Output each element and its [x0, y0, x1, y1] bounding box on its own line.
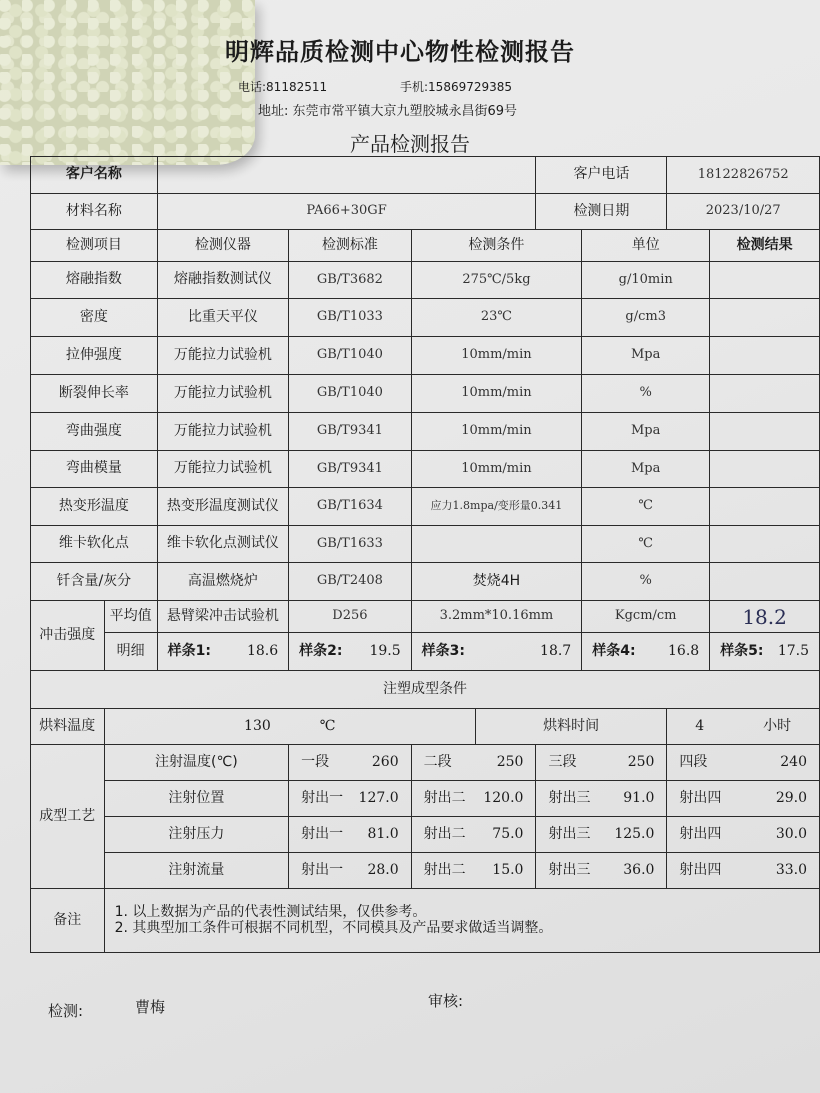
- remarks-label: 备注: [31, 889, 105, 953]
- lab-mobile: 手机:15869729385: [400, 80, 513, 94]
- test-standard: GB/T1040: [289, 375, 411, 413]
- process-row: [31, 745, 820, 781]
- test-result: [710, 262, 820, 299]
- test-result: [710, 337, 820, 375]
- test-result: [710, 375, 820, 413]
- sample-label: 样条3:: [421, 642, 465, 659]
- sample-value: 18.7: [540, 642, 572, 659]
- auditor-label: 审核:: [428, 992, 464, 1010]
- test-instrument: 万能拉力试验机: [157, 375, 288, 413]
- test-item: 弯曲模量: [31, 451, 158, 488]
- process-cell-name: 射出二: [423, 861, 466, 878]
- test-item: 钎含量/灰分: [31, 563, 158, 601]
- molding-section-title: 注塑成型条件: [31, 671, 820, 709]
- table-row: [31, 563, 820, 601]
- table-row: [31, 526, 820, 563]
- test-unit: Mpa: [582, 337, 710, 375]
- table-row: [31, 375, 820, 413]
- test-condition: 10mm/min: [411, 413, 582, 451]
- sample-value: 17.5: [777, 642, 809, 659]
- table-row: [31, 299, 820, 337]
- sample-pellet-bag: [0, 0, 255, 165]
- material-value: PA66+30GF: [157, 194, 536, 230]
- test-unit: ℃: [582, 488, 710, 526]
- table-row: [31, 413, 820, 451]
- inspector-label: 检测:: [48, 1002, 84, 1020]
- molding-section-row: [31, 671, 820, 709]
- impact-unit: Kgcm/cm: [582, 601, 710, 633]
- lab-address: 地址: 东莞市常平镇大京九塑胶城永昌街69号: [258, 104, 518, 119]
- lab-phone: 电话:81182511: [238, 80, 328, 94]
- test-instrument: 万能拉力试验机: [157, 337, 288, 375]
- impact-condition: 3.2mm*10.16mm: [411, 601, 582, 633]
- process-cell-name: 一段: [301, 753, 330, 770]
- test-result: [710, 488, 820, 526]
- process-cell-value: 91.0: [623, 789, 655, 806]
- process-row-label: 注射位置: [104, 781, 289, 817]
- col-header-item: 检测项目: [31, 230, 158, 262]
- col-header-instrument: 检测仪器: [157, 230, 288, 262]
- process-cell: [411, 781, 536, 817]
- process-cell: [411, 745, 536, 781]
- remark-line: 2. 其典型加工条件可根据不同机型，不同模具及产品要求做适当调整。: [114, 919, 553, 936]
- dry-time-label: 烘料时间: [475, 709, 667, 745]
- impact-sample: [157, 633, 288, 671]
- test-date-label: 检测日期: [536, 194, 667, 230]
- customer-row: [31, 157, 820, 194]
- col-header-condition: 检测条件: [411, 230, 582, 262]
- test-condition: 10mm/min: [411, 375, 582, 413]
- customer-name-value: [157, 157, 536, 194]
- process-cell-value: 125.0: [614, 825, 655, 842]
- test-condition: 10mm/min: [411, 337, 582, 375]
- process-cell: [411, 817, 536, 853]
- dry-temp-cell: [104, 709, 475, 745]
- material-row: [31, 194, 820, 230]
- process-cell-value: 15.0: [492, 861, 524, 878]
- process-cell-value: 120.0: [483, 789, 524, 806]
- process-cell-value: 127.0: [358, 789, 399, 806]
- process-row-label: 注射温度(℃): [104, 745, 289, 781]
- remark-line: 1. 以上数据为产品的代表性测试结果，仅供参考。: [114, 904, 427, 921]
- process-row: [31, 817, 820, 853]
- col-header-standard: 检测标准: [289, 230, 411, 262]
- process-cell: [667, 853, 820, 889]
- process-cell-value: 260: [371, 753, 399, 770]
- process-cell-value: 81.0: [367, 825, 399, 842]
- test-result: [710, 413, 820, 451]
- sample-label: 样条2:: [299, 642, 343, 659]
- process-cell-value: 75.0: [492, 825, 524, 842]
- test-result: [710, 526, 820, 563]
- test-item: 弯曲强度: [31, 413, 158, 451]
- process-cell-value: 33.0: [775, 861, 807, 878]
- process-cell-name: 射出三: [548, 861, 591, 878]
- process-cell-value: 30.0: [775, 825, 807, 842]
- process-cell: [289, 817, 411, 853]
- process-cell: [289, 853, 411, 889]
- test-item: 热变形温度: [31, 488, 158, 526]
- process-cell: [536, 853, 667, 889]
- process-cell-name: 射出四: [679, 825, 722, 842]
- test-item: 熔融指数: [31, 262, 158, 299]
- table-row: [31, 451, 820, 488]
- impact-avg-value: 18.2: [710, 601, 820, 633]
- impact-instrument: 悬臂梁冲击试验机: [157, 601, 288, 633]
- sample-label: 样条4:: [592, 642, 636, 659]
- test-standard: GB/T1633: [289, 526, 411, 563]
- test-condition: 10mm/min: [411, 451, 582, 488]
- process-cell-value: 36.0: [623, 861, 655, 878]
- test-unit: Mpa: [582, 451, 710, 488]
- drying-row: [31, 709, 820, 745]
- process-cell: [411, 853, 536, 889]
- test-condition: 275℃/5kg: [411, 262, 582, 299]
- impact-sample: [582, 633, 710, 671]
- test-unit: %: [582, 563, 710, 601]
- process-cell-value: 29.0: [775, 789, 807, 806]
- remarks-content: [104, 889, 819, 953]
- process-cell: [667, 745, 820, 781]
- process-row-label: 注射流量: [104, 853, 289, 889]
- test-instrument: 万能拉力试验机: [157, 451, 288, 488]
- process-cell-value: 250: [496, 753, 524, 770]
- test-result: [710, 563, 820, 601]
- report-title: 明辉品质检测中心物性检测报告: [225, 38, 575, 66]
- test-standard: GB/T1033: [289, 299, 411, 337]
- test-condition: 23℃: [411, 299, 582, 337]
- process-cell-value: 28.0: [367, 861, 399, 878]
- test-condition: 焚烧4H: [411, 563, 582, 601]
- remarks-row: [31, 889, 820, 953]
- process-cell-name: 射出二: [423, 789, 466, 806]
- process-cell-name: 射出一: [301, 861, 344, 878]
- process-cell-name: 射出四: [679, 861, 722, 878]
- impact-detail-row: [31, 633, 820, 671]
- col-header-unit: 单位: [582, 230, 710, 262]
- report-subtitle: 产品检测报告: [350, 132, 470, 156]
- test-unit: g/cm3: [582, 299, 710, 337]
- process-row: [31, 853, 820, 889]
- test-instrument: 高温燃烧炉: [157, 563, 288, 601]
- test-instrument: 维卡软化点测试仪: [157, 526, 288, 563]
- test-unit: %: [582, 375, 710, 413]
- sample-label: 样条5:: [720, 642, 764, 659]
- sample-value: 19.5: [369, 642, 401, 659]
- process-cell-name: 四段: [679, 753, 708, 770]
- process-cell-name: 射出三: [548, 789, 591, 806]
- table-row: [31, 488, 820, 526]
- test-result: [710, 451, 820, 488]
- process-cell: [536, 745, 667, 781]
- sample-label: 样条1:: [167, 642, 212, 659]
- column-header-row: [31, 230, 820, 262]
- inspector-name: 曹梅: [135, 998, 166, 1016]
- dry-temp-label: 烘料温度: [31, 709, 105, 745]
- impact-sample: [289, 633, 411, 671]
- dry-time-unit: 小时: [763, 717, 792, 734]
- test-condition: [411, 526, 582, 563]
- test-item: 密度: [31, 299, 158, 337]
- test-item: 维卡软化点: [31, 526, 158, 563]
- dry-temp-value: 130: [244, 717, 271, 734]
- impact-avg-label: 平均值: [104, 601, 157, 633]
- process-cell: [289, 781, 411, 817]
- test-item: 拉伸强度: [31, 337, 158, 375]
- test-standard: GB/T2408: [289, 563, 411, 601]
- impact-avg-row: [31, 601, 820, 633]
- process-row-label: 注射压力: [104, 817, 289, 853]
- test-instrument: 比重天平仪: [157, 299, 288, 337]
- process-cell-name: 三段: [548, 753, 577, 770]
- test-instrument: 热变形温度测试仪: [157, 488, 288, 526]
- test-condition: 应力1.8mpa/变形量0.341: [411, 488, 582, 526]
- test-instrument: 万能拉力试验机: [157, 413, 288, 451]
- impact-sample: [710, 633, 820, 671]
- process-cell: [667, 817, 820, 853]
- dry-time-cell: [667, 709, 820, 745]
- test-standard: GB/T9341: [289, 451, 411, 488]
- test-result: [710, 299, 820, 337]
- test-date-value: 2023/10/27: [667, 194, 820, 230]
- table-row: [31, 262, 820, 299]
- process-cell-name: 射出三: [548, 825, 591, 842]
- impact-detail-label: 明细: [104, 633, 157, 671]
- material-label: 材料名称: [31, 194, 158, 230]
- process-cell-name: 射出二: [423, 825, 466, 842]
- customer-phone-label: 客户电话: [536, 157, 667, 194]
- process-cell-value: 250: [627, 753, 655, 770]
- report-table: [30, 156, 820, 953]
- test-standard: GB/T1040: [289, 337, 411, 375]
- table-row: [31, 337, 820, 375]
- process-cell-name: 射出四: [679, 789, 722, 806]
- process-cell-name: 射出一: [301, 825, 344, 842]
- customer-name-label: 客户名称: [31, 157, 158, 194]
- dry-temp-unit: ℃: [319, 717, 336, 734]
- test-instrument: 熔融指数测试仪: [157, 262, 288, 299]
- customer-phone-value: 18122826752: [667, 157, 820, 194]
- dry-time-value: 4: [695, 717, 705, 734]
- process-label: 成型工艺: [31, 745, 105, 889]
- col-header-result: 检测结果: [710, 230, 820, 262]
- process-cell: [289, 745, 411, 781]
- test-standard: GB/T1634: [289, 488, 411, 526]
- test-item: 断裂伸长率: [31, 375, 158, 413]
- impact-sample: [411, 633, 582, 671]
- process-row: [31, 781, 820, 817]
- test-standard: GB/T9341: [289, 413, 411, 451]
- impact-label: 冲击强度: [31, 601, 105, 671]
- process-cell: [536, 817, 667, 853]
- process-cell: [667, 781, 820, 817]
- test-standard: GB/T3682: [289, 262, 411, 299]
- process-cell-name: 射出一: [301, 789, 344, 806]
- process-cell: [536, 781, 667, 817]
- test-unit: ℃: [582, 526, 710, 563]
- impact-standard: D256: [289, 601, 411, 633]
- test-unit: g/10min: [582, 262, 710, 299]
- process-cell-value: 240: [780, 753, 807, 770]
- sample-value: 18.6: [246, 642, 279, 659]
- process-cell-name: 二段: [423, 753, 452, 770]
- test-unit: Mpa: [582, 413, 710, 451]
- sample-value: 16.8: [668, 642, 700, 659]
